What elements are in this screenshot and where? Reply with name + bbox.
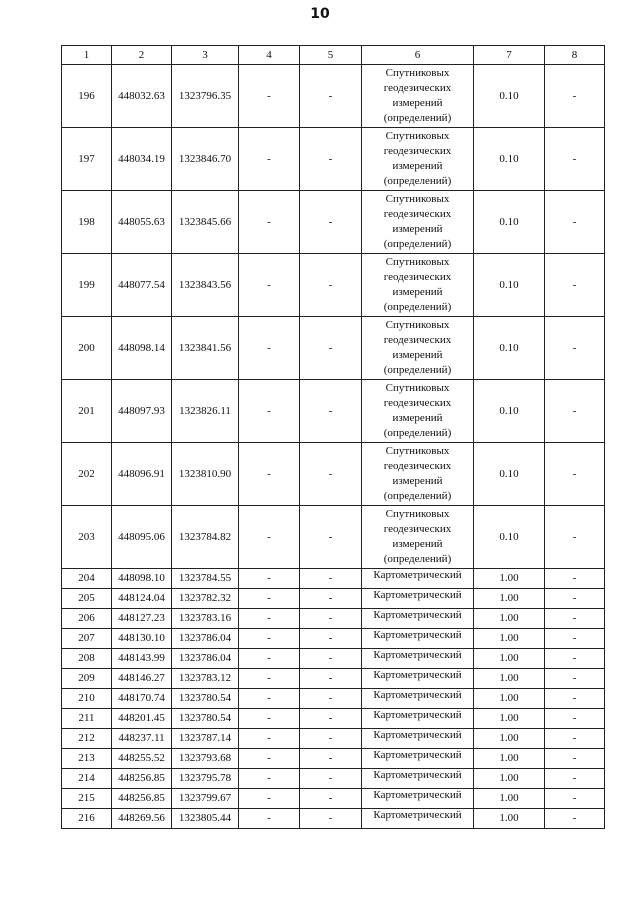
accuracy-cell: 0.10 xyxy=(474,506,545,569)
x-coordinate-cell: 448032.63 xyxy=(112,65,172,128)
column-8-cell: - xyxy=(545,317,605,380)
column-4-cell: - xyxy=(239,689,300,709)
x-coordinate-cell: 448055.63 xyxy=(112,191,172,254)
method-cell: Картометрический xyxy=(362,689,474,709)
accuracy-cell: 0.10 xyxy=(474,254,545,317)
table-row xyxy=(62,629,605,649)
y-coordinate-cell: 1323780.54 xyxy=(172,709,239,729)
column-4-cell: - xyxy=(239,729,300,749)
column-header: 4 xyxy=(239,46,300,65)
column-8-cell: - xyxy=(545,191,605,254)
accuracy-cell: 1.00 xyxy=(474,569,545,589)
column-8-cell: - xyxy=(545,709,605,729)
accuracy-cell: 1.00 xyxy=(474,689,545,709)
x-coordinate-cell: 448130.10 xyxy=(112,629,172,649)
point-number-cell: 209 xyxy=(62,669,112,689)
column-5-cell: - xyxy=(300,669,362,689)
x-coordinate-cell: 448096.91 xyxy=(112,443,172,506)
method-cell: Спутниковых геодезических измерений (определений) xyxy=(362,317,474,380)
column-5-cell: - xyxy=(300,128,362,191)
method-cell: Картометрический xyxy=(362,649,474,669)
column-5-cell: - xyxy=(300,589,362,609)
column-header: 2 xyxy=(112,46,172,65)
method-cell: Картометрический xyxy=(362,789,474,809)
table-row xyxy=(62,317,605,380)
table-row xyxy=(62,128,605,191)
x-coordinate-cell: 448256.85 xyxy=(112,769,172,789)
point-number-cell: 205 xyxy=(62,589,112,609)
column-5-cell: - xyxy=(300,506,362,569)
column-8-cell: - xyxy=(545,128,605,191)
point-number-cell: 210 xyxy=(62,689,112,709)
column-8-cell: - xyxy=(545,789,605,809)
method-cell: Спутниковых геодезических измерений (определений) xyxy=(362,65,474,128)
column-4-cell: - xyxy=(239,589,300,609)
coordinates-table xyxy=(61,45,605,829)
column-4-cell: - xyxy=(239,65,300,128)
column-8-cell: - xyxy=(545,443,605,506)
y-coordinate-cell: 1323787.14 xyxy=(172,729,239,749)
column-5-cell: - xyxy=(300,317,362,380)
column-5-cell: - xyxy=(300,689,362,709)
accuracy-cell: 1.00 xyxy=(474,589,545,609)
table-row xyxy=(62,769,605,789)
column-5-cell: - xyxy=(300,649,362,669)
column-5-cell: - xyxy=(300,769,362,789)
point-number-cell: 213 xyxy=(62,749,112,769)
accuracy-cell: 0.10 xyxy=(474,65,545,128)
method-cell: Спутниковых геодезических измерений (определений) xyxy=(362,254,474,317)
column-8-cell: - xyxy=(545,254,605,317)
y-coordinate-cell: 1323810.90 xyxy=(172,443,239,506)
point-number-cell: 198 xyxy=(62,191,112,254)
column-5-cell: - xyxy=(300,380,362,443)
column-8-cell: - xyxy=(545,609,605,629)
y-coordinate-cell: 1323793.68 xyxy=(172,749,239,769)
column-5-cell: - xyxy=(300,729,362,749)
y-coordinate-cell: 1323845.66 xyxy=(172,191,239,254)
column-header: 7 xyxy=(474,46,545,65)
method-cell: Спутниковых геодезических измерений (определений) xyxy=(362,506,474,569)
method-cell: Картометрический xyxy=(362,809,474,829)
point-number-cell: 212 xyxy=(62,729,112,749)
column-4-cell: - xyxy=(239,506,300,569)
accuracy-cell: 1.00 xyxy=(474,769,545,789)
y-coordinate-cell: 1323846.70 xyxy=(172,128,239,191)
point-number-cell: 196 xyxy=(62,65,112,128)
accuracy-cell: 0.10 xyxy=(474,443,545,506)
method-cell: Картометрический xyxy=(362,589,474,609)
accuracy-cell: 1.00 xyxy=(474,629,545,649)
column-5-cell: - xyxy=(300,254,362,317)
column-4-cell: - xyxy=(239,443,300,506)
y-coordinate-cell: 1323782.32 xyxy=(172,589,239,609)
method-cell: Спутниковых геодезических измерений (определений) xyxy=(362,380,474,443)
column-5-cell: - xyxy=(300,443,362,506)
x-coordinate-cell: 448269.56 xyxy=(112,809,172,829)
point-number-cell: 211 xyxy=(62,709,112,729)
table-row xyxy=(62,569,605,589)
point-number-cell: 208 xyxy=(62,649,112,669)
column-8-cell: - xyxy=(545,589,605,609)
x-coordinate-cell: 448146.27 xyxy=(112,669,172,689)
column-4-cell: - xyxy=(239,191,300,254)
column-4-cell: - xyxy=(239,380,300,443)
point-number-cell: 197 xyxy=(62,128,112,191)
y-coordinate-cell: 1323795.78 xyxy=(172,769,239,789)
column-8-cell: - xyxy=(545,506,605,569)
column-4-cell: - xyxy=(239,809,300,829)
column-4-cell: - xyxy=(239,789,300,809)
column-4-cell: - xyxy=(239,609,300,629)
column-8-cell: - xyxy=(545,380,605,443)
column-4-cell: - xyxy=(239,769,300,789)
column-5-cell: - xyxy=(300,569,362,589)
column-4-cell: - xyxy=(239,317,300,380)
accuracy-cell: 1.00 xyxy=(474,649,545,669)
method-cell: Картометрический xyxy=(362,709,474,729)
x-coordinate-cell: 448255.52 xyxy=(112,749,172,769)
column-header: 5 xyxy=(300,46,362,65)
column-5-cell: - xyxy=(300,609,362,629)
table-row xyxy=(62,649,605,669)
point-number-cell: 201 xyxy=(62,380,112,443)
method-cell: Картометрический xyxy=(362,669,474,689)
column-5-cell: - xyxy=(300,65,362,128)
page-number: 10 xyxy=(310,6,330,22)
column-8-cell: - xyxy=(545,749,605,769)
accuracy-cell: 0.10 xyxy=(474,317,545,380)
x-coordinate-cell: 448201.45 xyxy=(112,709,172,729)
y-coordinate-cell: 1323805.44 xyxy=(172,809,239,829)
x-coordinate-cell: 448124.04 xyxy=(112,589,172,609)
point-number-cell: 204 xyxy=(62,569,112,589)
x-coordinate-cell: 448170.74 xyxy=(112,689,172,709)
x-coordinate-cell: 448127.23 xyxy=(112,609,172,629)
table-row xyxy=(62,729,605,749)
column-8-cell: - xyxy=(545,689,605,709)
point-number-cell: 200 xyxy=(62,317,112,380)
y-coordinate-cell: 1323843.56 xyxy=(172,254,239,317)
accuracy-cell: 0.10 xyxy=(474,191,545,254)
method-cell: Спутниковых геодезических измерений (определений) xyxy=(362,191,474,254)
column-4-cell: - xyxy=(239,649,300,669)
column-4-cell: - xyxy=(239,669,300,689)
method-cell: Спутниковых геодезических измерений (определений) xyxy=(362,128,474,191)
table-row xyxy=(62,709,605,729)
table-row xyxy=(62,65,605,128)
column-4-cell: - xyxy=(239,254,300,317)
accuracy-cell: 1.00 xyxy=(474,669,545,689)
method-cell: Картометрический xyxy=(362,749,474,769)
accuracy-cell: 1.00 xyxy=(474,789,545,809)
column-5-cell: - xyxy=(300,809,362,829)
column-5-cell: - xyxy=(300,749,362,769)
accuracy-cell: 1.00 xyxy=(474,609,545,629)
method-cell: Картометрический xyxy=(362,569,474,589)
method-cell: Спутниковых геодезических измерений (определений) xyxy=(362,443,474,506)
y-coordinate-cell: 1323783.16 xyxy=(172,609,239,629)
column-8-cell: - xyxy=(545,669,605,689)
point-number-cell: 207 xyxy=(62,629,112,649)
column-4-cell: - xyxy=(239,709,300,729)
table-row xyxy=(62,669,605,689)
table-row xyxy=(62,789,605,809)
method-cell: Картометрический xyxy=(362,609,474,629)
column-5-cell: - xyxy=(300,709,362,729)
accuracy-cell: 1.00 xyxy=(474,749,545,769)
column-header: 1 xyxy=(62,46,112,65)
column-5-cell: - xyxy=(300,629,362,649)
y-coordinate-cell: 1323841.56 xyxy=(172,317,239,380)
column-8-cell: - xyxy=(545,569,605,589)
point-number-cell: 202 xyxy=(62,443,112,506)
column-8-cell: - xyxy=(545,809,605,829)
column-header: 3 xyxy=(172,46,239,65)
x-coordinate-cell: 448097.93 xyxy=(112,380,172,443)
y-coordinate-cell: 1323799.67 xyxy=(172,789,239,809)
column-header: 8 xyxy=(545,46,605,65)
x-coordinate-cell: 448237.11 xyxy=(112,729,172,749)
accuracy-cell: 0.10 xyxy=(474,380,545,443)
column-8-cell: - xyxy=(545,629,605,649)
column-4-cell: - xyxy=(239,629,300,649)
y-coordinate-cell: 1323796.35 xyxy=(172,65,239,128)
x-coordinate-cell: 448095.06 xyxy=(112,506,172,569)
x-coordinate-cell: 448098.14 xyxy=(112,317,172,380)
column-4-cell: - xyxy=(239,749,300,769)
accuracy-cell: 1.00 xyxy=(474,809,545,829)
table-row xyxy=(62,589,605,609)
point-number-cell: 206 xyxy=(62,609,112,629)
accuracy-cell: 0.10 xyxy=(474,128,545,191)
x-coordinate-cell: 448034.19 xyxy=(112,128,172,191)
table-row xyxy=(62,506,605,569)
x-coordinate-cell: 448098.10 xyxy=(112,569,172,589)
y-coordinate-cell: 1323826.11 xyxy=(172,380,239,443)
x-coordinate-cell: 448077.54 xyxy=(112,254,172,317)
column-8-cell: - xyxy=(545,65,605,128)
table-row xyxy=(62,380,605,443)
table-row xyxy=(62,443,605,506)
y-coordinate-cell: 1323786.04 xyxy=(172,649,239,669)
table-body xyxy=(62,65,605,829)
table-row xyxy=(62,191,605,254)
x-coordinate-cell: 448256.85 xyxy=(112,789,172,809)
column-8-cell: - xyxy=(545,649,605,669)
y-coordinate-cell: 1323784.55 xyxy=(172,569,239,589)
column-8-cell: - xyxy=(545,729,605,749)
column-8-cell: - xyxy=(545,769,605,789)
column-header: 6 xyxy=(362,46,474,65)
point-number-cell: 216 xyxy=(62,809,112,829)
column-5-cell: - xyxy=(300,789,362,809)
y-coordinate-cell: 1323786.04 xyxy=(172,629,239,649)
method-cell: Картометрический xyxy=(362,629,474,649)
point-number-cell: 214 xyxy=(62,769,112,789)
column-4-cell: - xyxy=(239,128,300,191)
point-number-cell: 199 xyxy=(62,254,112,317)
point-number-cell: 215 xyxy=(62,789,112,809)
column-5-cell: - xyxy=(300,191,362,254)
y-coordinate-cell: 1323784.82 xyxy=(172,506,239,569)
table-header-row xyxy=(62,46,605,65)
method-cell: Картометрический xyxy=(362,729,474,749)
y-coordinate-cell: 1323780.54 xyxy=(172,689,239,709)
accuracy-cell: 1.00 xyxy=(474,729,545,749)
table-row xyxy=(62,609,605,629)
column-4-cell: - xyxy=(239,569,300,589)
method-cell: Картометрический xyxy=(362,769,474,789)
table-row xyxy=(62,689,605,709)
table-row xyxy=(62,254,605,317)
y-coordinate-cell: 1323783.12 xyxy=(172,669,239,689)
accuracy-cell: 1.00 xyxy=(474,709,545,729)
table-row xyxy=(62,749,605,769)
table-row xyxy=(62,809,605,829)
x-coordinate-cell: 448143.99 xyxy=(112,649,172,669)
point-number-cell: 203 xyxy=(62,506,112,569)
